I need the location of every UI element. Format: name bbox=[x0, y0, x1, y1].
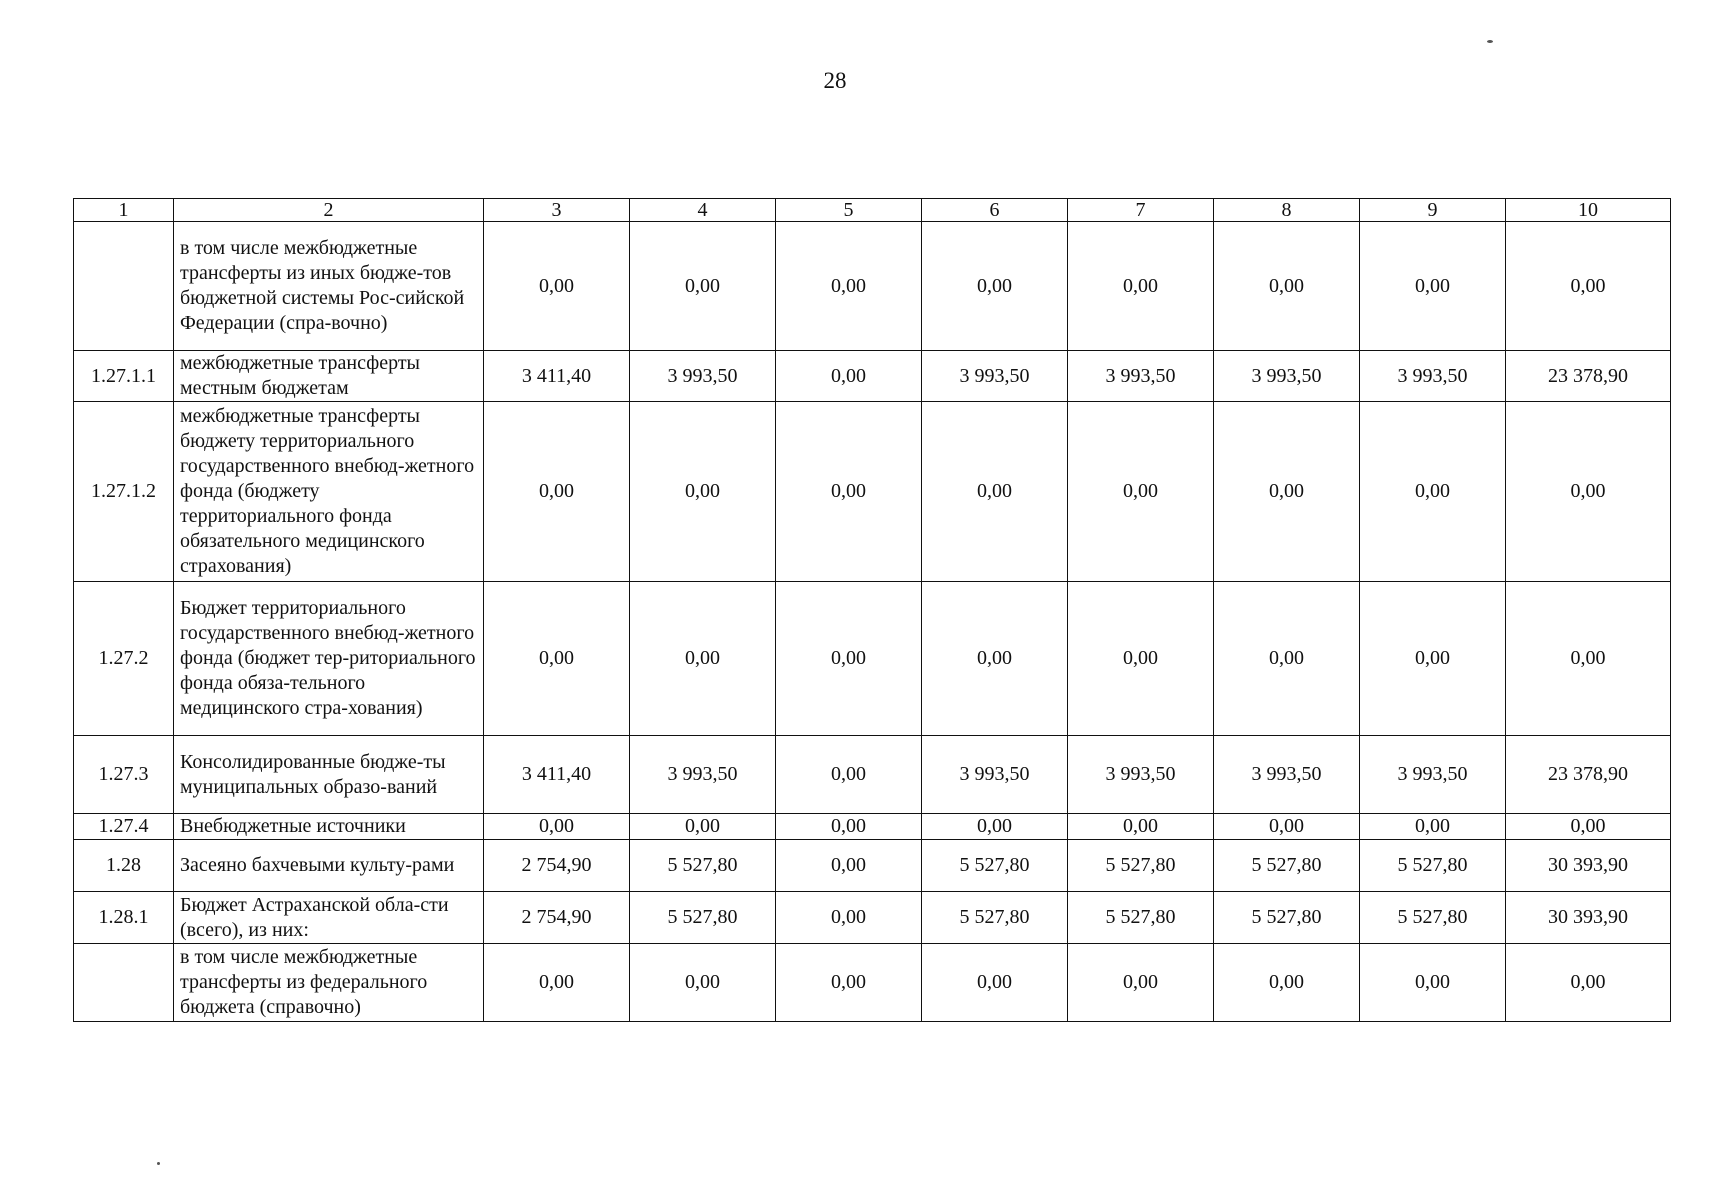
table-row bbox=[74, 222, 1671, 351]
column-number-header: 5 bbox=[776, 199, 922, 222]
row-value: 0,00 bbox=[922, 814, 1068, 840]
row-value: 3 993,50 bbox=[1360, 736, 1506, 814]
row-value: 0,00 bbox=[484, 814, 630, 840]
row-value: 0,00 bbox=[1214, 814, 1360, 840]
row-value: 0,00 bbox=[484, 582, 630, 736]
column-number-header: 7 bbox=[1068, 199, 1214, 222]
row-value: 0,00 bbox=[776, 351, 922, 402]
row-value: 0,00 bbox=[1068, 402, 1214, 582]
row-code: 1.27.3 bbox=[74, 736, 174, 814]
table-row bbox=[74, 582, 1671, 736]
row-value: 0,00 bbox=[1068, 222, 1214, 351]
scan-speck bbox=[157, 1162, 160, 1165]
row-code bbox=[74, 944, 174, 1022]
scan-speck bbox=[1487, 40, 1493, 43]
row-value: 0,00 bbox=[922, 402, 1068, 582]
row-value: 0,00 bbox=[922, 222, 1068, 351]
row-name: в том числе межбюджетные трансферты из иных бюдже-тов бюджетной системы Рос-сийской Федерации (спра-вочно) bbox=[174, 222, 484, 351]
row-value: 3 993,50 bbox=[630, 736, 776, 814]
row-value: 30 393,90 bbox=[1506, 892, 1671, 944]
row-value: 3 993,50 bbox=[1214, 736, 1360, 814]
row-code: 1.28 bbox=[74, 840, 174, 892]
row-name: Внебюджетные источники bbox=[174, 814, 484, 840]
row-code bbox=[74, 222, 174, 351]
row-value: 23 378,90 bbox=[1506, 736, 1671, 814]
row-value: 3 993,50 bbox=[1068, 351, 1214, 402]
row-value: 5 527,80 bbox=[1068, 892, 1214, 944]
row-value: 0,00 bbox=[776, 402, 922, 582]
column-number-header: 8 bbox=[1214, 199, 1360, 222]
page-number: 28 bbox=[823, 68, 847, 93]
row-value: 0,00 bbox=[1360, 814, 1506, 840]
row-value: 0,00 bbox=[1360, 222, 1506, 351]
row-code: 1.27.1.2 bbox=[74, 402, 174, 582]
row-value: 0,00 bbox=[1506, 814, 1671, 840]
row-value: 5 527,80 bbox=[1214, 840, 1360, 892]
row-value: 0,00 bbox=[630, 402, 776, 582]
column-number-header: 10 bbox=[1506, 199, 1671, 222]
row-value: 3 993,50 bbox=[1214, 351, 1360, 402]
row-value: 5 527,80 bbox=[630, 840, 776, 892]
row-value: 0,00 bbox=[1214, 222, 1360, 351]
row-value: 0,00 bbox=[630, 814, 776, 840]
row-value: 5 527,80 bbox=[1214, 892, 1360, 944]
row-value: 0,00 bbox=[922, 582, 1068, 736]
row-value: 0,00 bbox=[1214, 402, 1360, 582]
row-value: 0,00 bbox=[484, 222, 630, 351]
row-value: 0,00 bbox=[776, 582, 922, 736]
row-value: 0,00 bbox=[1068, 814, 1214, 840]
row-value: 0,00 bbox=[1506, 944, 1671, 1022]
row-value: 0,00 bbox=[630, 944, 776, 1022]
row-value: 0,00 bbox=[776, 840, 922, 892]
table-row bbox=[74, 402, 1671, 582]
row-value: 3 411,40 bbox=[484, 736, 630, 814]
column-number-header: 2 bbox=[174, 199, 484, 222]
row-value: 3 993,50 bbox=[922, 736, 1068, 814]
row-value: 0,00 bbox=[1506, 222, 1671, 351]
row-value: 3 993,50 bbox=[1360, 351, 1506, 402]
row-value: 0,00 bbox=[1214, 944, 1360, 1022]
row-value: 3 993,50 bbox=[630, 351, 776, 402]
row-value: 0,00 bbox=[1360, 582, 1506, 736]
column-number-header: 3 bbox=[484, 199, 630, 222]
table-row bbox=[74, 892, 1671, 944]
row-value: 0,00 bbox=[630, 582, 776, 736]
row-value: 0,00 bbox=[1068, 944, 1214, 1022]
column-number-header: 6 bbox=[922, 199, 1068, 222]
table-row bbox=[74, 814, 1671, 840]
row-value: 0,00 bbox=[776, 944, 922, 1022]
row-value: 0,00 bbox=[484, 402, 630, 582]
row-value: 0,00 bbox=[1506, 582, 1671, 736]
row-code: 1.27.4 bbox=[74, 814, 174, 840]
row-value: 0,00 bbox=[1360, 402, 1506, 582]
row-value: 5 527,80 bbox=[922, 840, 1068, 892]
row-value: 0,00 bbox=[1068, 582, 1214, 736]
row-value: 0,00 bbox=[776, 222, 922, 351]
row-value: 0,00 bbox=[630, 222, 776, 351]
table-row bbox=[74, 944, 1671, 1022]
row-value: 5 527,80 bbox=[1360, 892, 1506, 944]
table-row bbox=[74, 736, 1671, 814]
row-value: 5 527,80 bbox=[922, 892, 1068, 944]
row-value: 5 527,80 bbox=[1068, 840, 1214, 892]
column-number-header: 9 bbox=[1360, 199, 1506, 222]
row-value: 3 411,40 bbox=[484, 351, 630, 402]
row-value: 0,00 bbox=[1214, 582, 1360, 736]
row-value: 0,00 bbox=[776, 736, 922, 814]
row-value: 5 527,80 bbox=[630, 892, 776, 944]
row-value: 2 754,90 bbox=[484, 892, 630, 944]
row-name: Бюджет территориального государственного внебюд-жетного фонда (бюджет тер-риториального фонда обяза-тельного медицинского стра-хования) bbox=[174, 582, 484, 736]
budget-table bbox=[73, 198, 1671, 1022]
row-name: межбюджетные трансферты бюджету территориального государственного внебюд-жетного фонда (бюджету территориального фонда обязательного медицинского страхования) bbox=[174, 402, 484, 582]
row-value: 0,00 bbox=[1506, 402, 1671, 582]
column-number-row bbox=[74, 199, 1671, 222]
row-code: 1.27.2 bbox=[74, 582, 174, 736]
column-number-header: 4 bbox=[630, 199, 776, 222]
row-value: 23 378,90 bbox=[1506, 351, 1671, 402]
row-value: 0,00 bbox=[484, 944, 630, 1022]
row-value: 30 393,90 bbox=[1506, 840, 1671, 892]
row-value: 0,00 bbox=[776, 892, 922, 944]
row-code: 1.28.1 bbox=[74, 892, 174, 944]
table-row bbox=[74, 840, 1671, 892]
table-row bbox=[74, 351, 1671, 402]
row-name: Засеяно бахчевыми культу-рами bbox=[174, 840, 484, 892]
column-number-header: 1 bbox=[74, 199, 174, 222]
row-name: в том числе межбюджетные трансферты из федерального бюджета (справочно) bbox=[174, 944, 484, 1022]
row-value: 0,00 bbox=[922, 944, 1068, 1022]
row-value: 5 527,80 bbox=[1360, 840, 1506, 892]
row-value: 0,00 bbox=[1360, 944, 1506, 1022]
row-name: межбюджетные трансферты местным бюджетам bbox=[174, 351, 484, 402]
row-name: Консолидированные бюдже-ты муниципальных образо-ваний bbox=[174, 736, 484, 814]
row-code: 1.27.1.1 bbox=[74, 351, 174, 402]
row-value: 2 754,90 bbox=[484, 840, 630, 892]
row-value: 3 993,50 bbox=[922, 351, 1068, 402]
row-value: 0,00 bbox=[776, 814, 922, 840]
row-name: Бюджет Астраханской обла-сти (всего), из них: bbox=[174, 892, 484, 944]
row-value: 3 993,50 bbox=[1068, 736, 1214, 814]
